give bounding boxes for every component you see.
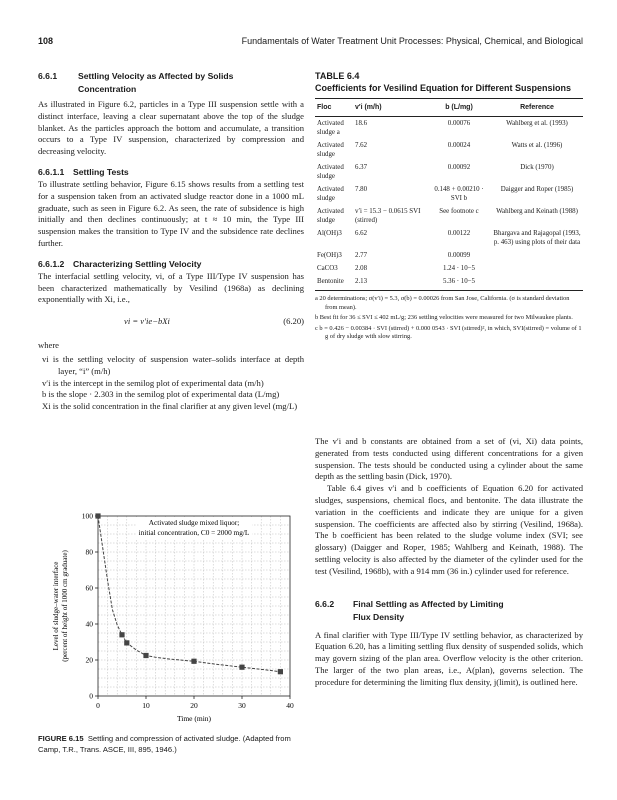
annotation-line-2: initial concentration, C0 = 2000 mg/L [138,528,250,537]
table-cell: Activated sludge [317,142,344,158]
y-tick-label: 100 [81,511,93,521]
table-row [315,275,583,291]
x-tick-label: 10 [142,701,150,710]
table-cell: Daigger and Roper (1985) [500,186,574,193]
table-cell: 0.148 + 0.00210 · SVI b [434,186,484,202]
table-cell: Fe(OH)3 [317,252,342,259]
table-cell: 2.77 [355,252,368,259]
table-cell: 0.00122 [447,230,471,237]
x-axis-label: Time (min) [176,714,212,723]
table-cell: Bentonite [315,275,353,291]
table-cell: 2.08 [355,265,368,272]
paragraph: The v′i and b constants are obtained from a set of (vi, Xi) data points, generated from tests conducted using different concentrations for a given suspension. The tests should be conducted using a cylinder about the same depth as the settling basin (Dick, 1970). [315,436,583,482]
table-row [315,249,583,262]
y-tick-label: 80 [85,547,93,557]
x-tick-label: 20 [190,701,198,710]
data-point [95,513,100,518]
table-cell: 18.6 [355,120,368,127]
right-column-table [315,70,583,344]
section-title-line-1: Settling Velocity as Affected by Solids [78,71,234,81]
column-header: Reference [491,99,583,117]
y-axis-label-line-1: Level of sludge–water interface [52,561,60,651]
paragraph: To illustrate settling behavior, Figure 6.15 shows results from a settling test for a suspension taken from an activated sludge reactor done in a 1000 mL graduate, such as seen in Figure 6.2. As seen, the rate of subsidence is high initially and then declines continuously; at t ≈ 10 min, the Type III suspension makes the transition to Type IV and the subsidence rate declines further. [38,178,304,248]
table-cell [491,249,583,262]
table-cell: Wahlberg and Keinath (1988) [496,208,578,215]
where-label: where [38,340,59,351]
data-point [124,640,129,645]
paragraph: A final clarifier with Type III/Type IV settling behavior, as characterized by Equation 6.20, has a limiting settling flux density of suspended solids, which may govern sizing of the plan area. Overflow velocity is the other criterion. The larger of the two plan areas, i.e., A(plan), governs selection. The procedure for determining the limiting flux density, j(limit), is outlined here. [315,629,583,687]
subsection-heading-characterizing-velocity [38,258,304,270]
figure-6-15 [38,508,304,766]
table-title: Coefficients for Vesilind Equation for Different Suspensions [315,83,572,93]
settling-chart [38,508,304,730]
table-cell: Al(OH)3 [317,230,342,237]
section-number: 6.6.2 [315,598,335,609]
table-cell: See footnote c [439,208,479,215]
variable-definitions [38,354,304,413]
table-row [315,227,583,249]
subsection-title: Characterizing Settling Velocity [73,258,202,269]
table-cell: 0.00099 [447,252,471,259]
page-number: 108 [38,36,54,46]
column-header: b (L/mg) [427,99,491,117]
subsection-number: 6.6.1.1 [38,166,65,177]
figure-caption [38,734,304,755]
footnote: c b = 0.426 − 0.00384 · SVI (stirred) + 0.000 0543 · SVI (stirred)², in which, SVI(stirred) = volume of 1 g of dry sludge with slow stirring. [315,324,582,341]
section-title-line-2: Concentration [78,84,137,94]
table-cell: 5.36 · 10−5 [427,275,491,291]
table-row [315,262,583,275]
data-point [191,659,196,664]
table-cell: Activated sludge a [317,120,344,136]
table-cell: Watts et al. (1996) [511,142,563,149]
y-tick-label: 40 [85,619,93,629]
equation-number: (6.20) [283,316,304,327]
annotation-line-1: Activated sludge mixed liquor; [148,518,240,527]
running-header [38,36,583,50]
section-title-line-2: Flux Density [353,611,405,622]
equation-body: vi = v′ie−bXi [124,316,170,327]
definition-item: b is the slope · 2.303 in the semilog plot of experimental data (L/mg) [42,389,280,400]
y-tick-label: 20 [85,655,93,665]
coefficients-table [315,98,583,291]
table-cell: 6.37 [355,164,368,171]
table-cell: 7.80 [355,186,368,193]
table-cell [491,275,583,291]
y-axis-label-line-2: (percent of height of 1000 cm graduate) [61,550,69,662]
paragraph: As illustrated in Figure 6.2, particles in a Type III suspension settle with a distinct interface, leaving a clear supernatant above the top of the sludge blanket. As the particles approach the bottom and accumulate, a transition occurs to a Type IV suspension, characterized by compression and decreasing velocity. [38,99,304,157]
footnote: b Best fit for 36 ≤ SVI ≤ 402 mL/g; 236 settling velocities were measured for two Milwaukee plants. [315,314,573,322]
table-cell: CaCO3 [317,265,338,272]
table-row [315,139,583,161]
table-cell: 0.00024 [447,142,471,149]
table-header-row [315,99,583,117]
x-tick-label: 30 [238,701,246,710]
column-header: Floc [315,99,353,117]
data-point [278,669,283,674]
definition-item: Xi is the solid concentration in the final clarifier at any given level (mg/L) [42,401,298,412]
table-cell: Dick (1970) [520,164,554,171]
table-cell: 2.13 [353,275,427,291]
definition-item: vi is the settling velocity of suspension water–solids interface at depth layer, “i” (m/h) [42,353,304,376]
table-row [315,117,583,140]
table-cell: v′i = 15.3 − 0.0615 SVI (stirred) [355,208,421,224]
right-column-text [315,436,583,689]
x-tick-label: 0 [96,701,100,710]
table-cell: Bhargava and Rajagopal (1993, p. 463) using plots of their data [493,230,581,246]
figure-label: FIGURE 6.15 [38,734,84,743]
section-number: 6.6.1 [38,71,58,81]
table-footnotes [315,295,583,342]
table-cell [491,262,583,275]
table-cell: Wahlberg et al. (1993) [506,120,568,127]
y-tick-label: 60 [85,583,93,593]
table-row [315,205,583,227]
section-title-line-1: Final Settling as Affected by Limiting [353,598,504,609]
table-cell: 6.62 [355,230,368,237]
subsection-title: Settling Tests [73,166,129,177]
table-label: TABLE 6.4 [315,71,360,81]
subsection-number: 6.6.1.2 [38,258,65,269]
definition-item: v′i is the intercept in the semilog plot of experimental data (m/h) [42,377,264,388]
figure-caption-text: Settling and compression of activated sludge. (Adapted from Camp, T.R., Trans. ASCE, III, 895, 1946.) [38,734,291,754]
subsection-heading-settling-tests [38,166,304,178]
table-cell: Activated sludge [317,164,344,180]
table-row [315,183,583,205]
table-cell: 0.00092 [447,164,471,171]
table-cell: 7.62 [355,142,368,149]
data-point [143,653,148,658]
equation-6-20 [38,312,304,334]
table-cell: Activated sludge [317,208,344,224]
table-cell: Activated sludge [317,186,344,202]
section-heading-6-6-2 [315,598,583,624]
x-tick-label: 40 [286,701,294,710]
series-line [98,516,280,672]
y-tick-label: 0 [89,691,93,701]
table-cell: 0.00076 [447,120,471,127]
table-row [315,161,583,183]
section-heading-6-6-1 [38,70,304,96]
table-cell: 1.24 · 10−5 [442,265,476,272]
data-point [119,632,124,637]
data-point [239,665,244,670]
column-header: v′i (m/h) [353,99,427,117]
paragraph: The interfacial settling velocity, vi, of a Type III/Type IV suspension has been characterized mathematically by Vesilind (1968a) as declining exponentially with Xi, i.e., [38,270,304,305]
left-column [38,70,304,413]
paragraph: Table 6.4 gives v′i and b coefficients of Equation 6.20 for activated sludges, suspensions, chemical flocs, and bentonite. The data illustrate the variation in the coefficients and indicate they are unique for a given suspension. The coefficients are affected also by stirring (Vesilind, 1968a). The b coefficient has been related to the sludge volume index (SVI; see glossary) (Daigger and Roper, 1985; Wahlberg and Keinath, 1988). The settling velocity is also affected by the diameter of the cylinder used for the test (Vesilind, 1968b), with a 914 mm (36 in.) cylinder used for reference. [315,483,583,576]
running-title: Fundamentals of Water Treatment Unit Processes: Physical, Chemical, and Biological [241,36,583,46]
footnote: a 20 determinations; σ(v′i) = 5.3, σ(b) = 0.00026 from San Jose, California. (σ is standard deviation from mean). [315,295,570,311]
